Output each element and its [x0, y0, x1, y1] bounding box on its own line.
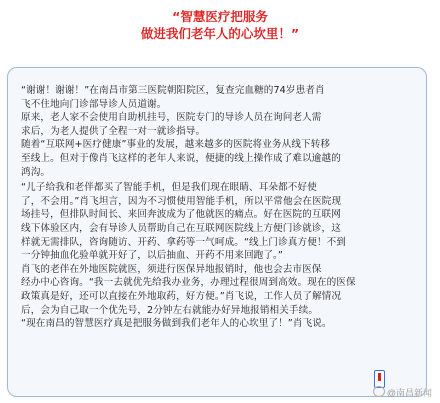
- article-line: 一分钟抽血化验单就开好了，以后抽血、开药不用来回跑了。”: [21, 250, 284, 262]
- headline-line-2: 做进我们老年人的心坎里！”: [140, 26, 300, 41]
- headline-line-1: “智慧医疗把服务: [172, 9, 268, 24]
- article-line: 了，不会用。”肖飞坦言，因为不习惯使用智能手机，所以平常他会在医院现: [21, 195, 342, 207]
- article-body: [21, 84, 417, 331]
- article-line: 后，会为自己取一个优先号，2分钟左右就能办好异地报销相关手续。: [21, 304, 319, 316]
- weibo-icon: [373, 386, 385, 397]
- article-line: 肖飞的老伴在外地医院就医，须进行医保异地报销时，他也会去市医保: [21, 263, 322, 275]
- article-line: 至线上。但对于像肖飞这样的老年人来说，便捷的线上操作成了难以逾越的: [21, 152, 341, 164]
- headline: [0, 8, 440, 42]
- article-line: 随着“互联网+医疗健康”事业的发展，越来越多的医院将业务从线下转移: [21, 139, 331, 151]
- article-line: 经办中心咨询。“我一去就优先给我办业务，办理过程很周到高效。现在的医保: [21, 277, 356, 289]
- article-line: “儿子给我和老伴都买了智能手机，但是我们现在眼睛、耳朵都不好使: [21, 182, 317, 194]
- article-line: 样就无需排队，咨询随访、开药、拿药等一气呵成。“线上门诊真方便！不到: [21, 236, 346, 248]
- article-line: “谢谢！谢谢！”在南昌市第三医院朝阳院区，复查完血糖的74岁患者肖: [21, 85, 325, 96]
- article-line: 求后，为老人提供了全程一对一就诊指导。: [21, 125, 206, 137]
- watermark-text: @南昌新闻: [386, 388, 432, 398]
- article-line: 政策真是好，还可以直接在外地取药，好方便。”肖飞说，工作人员了解情况: [21, 290, 342, 302]
- article-line: 鸿沟。: [21, 166, 51, 178]
- article-line: 飞不住地向门诊部导诊人员道谢。: [21, 98, 167, 110]
- article-line: “现在南昌的智慧医疗真是把服务做到我们老年人的心坎里了！”肖飞说。: [21, 318, 332, 330]
- article-line: 场挂号，但排队时间长、来回奔波成为了他就医的痛点。好在医院的互联网: [21, 209, 341, 221]
- article-line: 线下体验区内，会有导诊人员帮助自己在互联网医院线上方便门诊就诊，这: [21, 222, 341, 234]
- watermark: [373, 386, 432, 399]
- article-line: 原来，老人家不会使用自助机挂号，医院专门的导诊人员在询问老人需: [21, 112, 322, 124]
